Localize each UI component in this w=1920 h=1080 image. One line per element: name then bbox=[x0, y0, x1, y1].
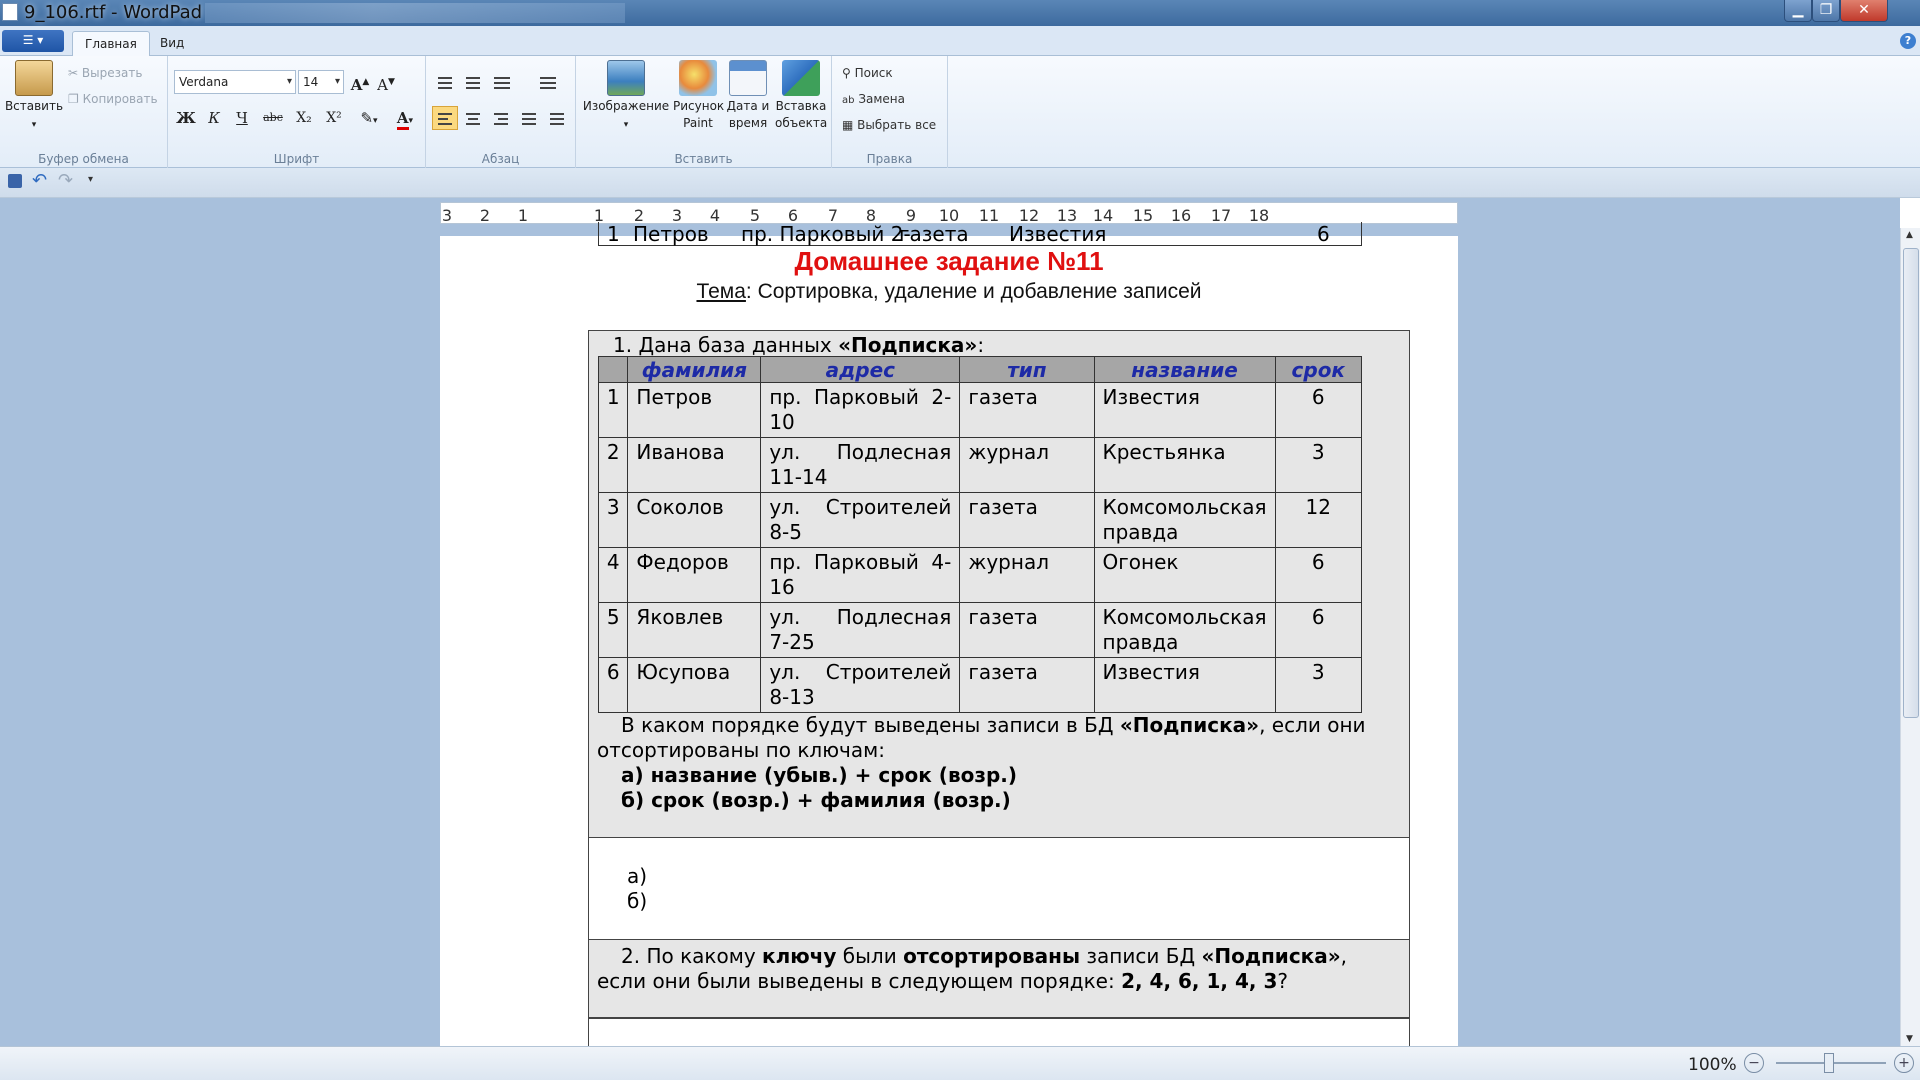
scrollbar-thumb[interactable] bbox=[1903, 248, 1919, 718]
select-all-button[interactable] bbox=[842, 118, 936, 132]
decrease-indent-icon[interactable] bbox=[432, 70, 458, 94]
edit-group-label: Правка bbox=[866, 152, 913, 166]
row-surname bbox=[628, 548, 761, 603]
cell-text: ул. Подлесная bbox=[769, 605, 952, 629]
ruler-label: 15 bbox=[1132, 206, 1154, 225]
cell-text: Яковлев bbox=[636, 605, 724, 629]
row-number bbox=[599, 548, 628, 603]
zoom-slider-handle[interactable] bbox=[1824, 1053, 1834, 1073]
q1-text-line-2: отсортированы по ключам: bbox=[597, 738, 885, 762]
q2-part-1: 2. По какому bbox=[621, 944, 763, 968]
row-type bbox=[960, 658, 1094, 713]
cell-text: 11-14 bbox=[769, 465, 828, 489]
row-surname bbox=[628, 493, 761, 548]
row-surname bbox=[628, 603, 761, 658]
table-row bbox=[599, 658, 1362, 713]
cell-text: Известия bbox=[1102, 385, 1200, 409]
row-title bbox=[1094, 548, 1275, 603]
table-row bbox=[599, 603, 1362, 658]
insert-object-button[interactable] bbox=[774, 60, 828, 132]
ruler-label: 16 bbox=[1170, 206, 1192, 225]
close-button[interactable]: ✕ bbox=[1840, 0, 1888, 22]
zoom-in-icon[interactable]: + bbox=[1894, 1053, 1914, 1073]
cell-text: Федоров bbox=[636, 550, 729, 574]
paint-drawing-label: Рисунок Paint bbox=[673, 99, 725, 130]
cell-text: 2 bbox=[606, 440, 620, 464]
row-term bbox=[1275, 548, 1361, 603]
minimize-button[interactable]: ▁ bbox=[1784, 0, 1812, 22]
ruler-label: 10 bbox=[938, 206, 960, 225]
cut-label: Вырезать bbox=[81, 66, 143, 80]
ruler-label: 1 bbox=[593, 206, 605, 225]
help-icon[interactable]: ? bbox=[1900, 33, 1916, 49]
prev-row-term: 6 bbox=[1317, 222, 1330, 246]
ruler-label: 12 bbox=[1018, 206, 1040, 225]
clipboard-group bbox=[0, 56, 168, 168]
previous-row-fragment bbox=[588, 222, 1410, 246]
ruler-label: 2 bbox=[633, 206, 645, 225]
ruler-label: 13 bbox=[1056, 206, 1078, 225]
row-type bbox=[960, 383, 1094, 438]
q1-text-c: , если они bbox=[1259, 713, 1366, 737]
save-icon[interactable] bbox=[8, 174, 22, 188]
bold-button[interactable]: Ж bbox=[176, 109, 196, 127]
cell-text: газета bbox=[968, 385, 1038, 409]
paste-button[interactable]: Вставить ▾ bbox=[4, 60, 64, 134]
zoom-level: 100% bbox=[1688, 1055, 1737, 1075]
row-term bbox=[1275, 383, 1361, 438]
header-type: тип bbox=[960, 357, 1094, 383]
cell-text: пр. Парковый 2- bbox=[769, 385, 952, 409]
cut-button[interactable] bbox=[68, 66, 142, 80]
ribbon bbox=[0, 56, 1920, 168]
cell-text: Известия bbox=[1102, 660, 1200, 684]
ruler-label: 2 bbox=[479, 206, 491, 225]
datetime-button[interactable] bbox=[724, 60, 772, 132]
align-center-button[interactable] bbox=[460, 106, 486, 130]
prev-row-type: газета bbox=[899, 222, 969, 246]
table-header-row bbox=[599, 357, 1362, 383]
zoom-out-icon[interactable]: − bbox=[1744, 1053, 1764, 1073]
cell-text: 8-13 bbox=[769, 685, 815, 709]
horizontal-ruler[interactable] bbox=[440, 202, 1458, 224]
row-address bbox=[761, 548, 960, 603]
cell-text: 7-25 bbox=[769, 630, 815, 654]
replace-button[interactable] bbox=[842, 92, 905, 106]
paragraph-group bbox=[426, 56, 576, 168]
binoculars-icon: ⚲ bbox=[842, 66, 851, 80]
insert-group bbox=[576, 56, 832, 168]
row-number bbox=[599, 383, 628, 438]
q1-db-name: «Подписка» bbox=[838, 333, 978, 357]
find-label: Поиск bbox=[854, 66, 893, 80]
superscript-button[interactable]: X² bbox=[326, 110, 342, 126]
scroll-up-icon[interactable]: ▲ bbox=[1906, 230, 1913, 240]
ribbon-tab-bar bbox=[0, 26, 1920, 56]
cell-text: Соколов bbox=[636, 495, 724, 519]
topic-label: Тема bbox=[696, 280, 746, 303]
find-button[interactable] bbox=[842, 66, 893, 80]
line-spacing-icon[interactable] bbox=[534, 70, 568, 94]
row-surname bbox=[628, 438, 761, 493]
app-menu-button[interactable]: ☰ ▾ bbox=[2, 30, 64, 52]
prev-row-surname: Петров bbox=[633, 222, 709, 246]
row-number bbox=[599, 438, 628, 493]
redo-icon[interactable]: ↷ bbox=[58, 170, 74, 191]
font-group bbox=[168, 56, 426, 168]
q2-order-values: 2, 4, 6, 1, 4, 3 bbox=[1121, 969, 1278, 993]
cell-text: 8-5 bbox=[769, 520, 802, 544]
question-1-text bbox=[597, 713, 1403, 813]
font-group-label: Шрифт bbox=[273, 152, 320, 166]
tab-view[interactable]: Вид bbox=[160, 36, 185, 50]
cell-text: газета bbox=[968, 605, 1038, 629]
q2-db-name: «Подписка» bbox=[1201, 944, 1341, 968]
copy-icon: ❐ bbox=[68, 92, 79, 106]
row-surname bbox=[628, 658, 761, 713]
font-color-icon[interactable]: A▾ bbox=[388, 106, 422, 130]
subscription-table bbox=[598, 356, 1362, 713]
maximize-button[interactable]: ❐ bbox=[1812, 0, 1840, 22]
increase-indent-icon[interactable] bbox=[460, 70, 486, 94]
document-title: Домашнее задание №11 bbox=[794, 246, 1104, 276]
row-address bbox=[761, 493, 960, 548]
header-term: срок bbox=[1275, 357, 1361, 383]
cell-text: газета bbox=[968, 495, 1038, 519]
cell-text: ул. Строителей bbox=[769, 660, 952, 684]
answer-a[interactable]: а) bbox=[627, 864, 648, 888]
replace-label: Замена bbox=[858, 92, 905, 106]
ruler-label: 18 bbox=[1248, 206, 1270, 225]
ruler-label: 9 bbox=[905, 206, 917, 225]
insert-object-label: Вставка объекта bbox=[775, 99, 828, 130]
table-row bbox=[599, 548, 1362, 603]
q2-part-3: записи БД bbox=[1080, 944, 1202, 968]
cell-text: пр. Парковый 4- bbox=[769, 550, 952, 574]
question-1-intro bbox=[613, 333, 984, 357]
image-icon bbox=[607, 60, 645, 96]
prev-row-name: Известия bbox=[1009, 222, 1107, 246]
cell-text: 10 bbox=[769, 410, 795, 434]
ruler-label: 17 bbox=[1210, 206, 1232, 225]
cell-text: Петров bbox=[636, 385, 713, 409]
vertical-scrollbar[interactable] bbox=[1900, 228, 1920, 1046]
paint-drawing-button[interactable] bbox=[672, 60, 724, 132]
cell-text: 16 bbox=[769, 575, 795, 599]
subscript-button[interactable]: X₂ bbox=[296, 110, 312, 126]
bullets-icon[interactable] bbox=[488, 70, 522, 94]
document-page[interactable] bbox=[440, 222, 1458, 1056]
row-title bbox=[1094, 493, 1275, 548]
cell-text: 3 bbox=[1311, 440, 1325, 464]
row-title bbox=[1094, 603, 1275, 658]
q1-option-a: а) название (убыв.) + срок (возр.) bbox=[621, 763, 1018, 787]
table-row bbox=[599, 493, 1362, 548]
row-address bbox=[761, 658, 960, 713]
row-surname bbox=[628, 383, 761, 438]
question-2-text bbox=[597, 944, 1403, 994]
italic-button[interactable]: К bbox=[208, 109, 220, 127]
cell-text: 12 bbox=[1305, 495, 1331, 519]
cell-text: Огонек bbox=[1102, 550, 1179, 574]
table-row bbox=[599, 383, 1362, 438]
cell-text: 3 bbox=[1311, 660, 1325, 684]
q1-text-a: В каком порядке будут выведены записи в БД bbox=[621, 713, 1120, 737]
quick-access-toolbar bbox=[0, 168, 1920, 198]
insert-image-label: Изображение bbox=[582, 99, 670, 113]
ruler-label: 14 bbox=[1092, 206, 1114, 225]
copy-button[interactable] bbox=[68, 92, 158, 106]
cell-text: ул. Подлесная bbox=[769, 440, 952, 464]
q2-part-2: были bbox=[836, 944, 904, 968]
paragraph-group-label: Абзац bbox=[481, 152, 520, 166]
row-number bbox=[599, 658, 628, 713]
clipboard-group-label: Буфер обмена bbox=[38, 152, 129, 166]
q1-text-line-1 bbox=[597, 713, 1403, 738]
cell-text: журнал bbox=[968, 550, 1049, 574]
select-all-icon: ▦ bbox=[842, 118, 854, 132]
answer-lines bbox=[627, 864, 647, 914]
edit-group bbox=[832, 56, 948, 168]
prev-row-address: пр. Парковый 2- bbox=[741, 222, 911, 246]
header-surname: фамилия bbox=[628, 357, 761, 383]
q2-line-1 bbox=[597, 944, 1403, 969]
header-address: адрес bbox=[761, 357, 960, 383]
cell-text: 6 bbox=[1311, 385, 1325, 409]
insert-group-label: Вставить bbox=[674, 152, 733, 166]
document-topic bbox=[440, 280, 1458, 304]
paragraph-settings-icon[interactable] bbox=[544, 106, 570, 130]
document-workspace bbox=[0, 198, 1900, 1046]
row-type bbox=[960, 493, 1094, 548]
row-number bbox=[599, 603, 628, 658]
cell-text: 6 bbox=[606, 660, 620, 684]
q2-sorted: отсортированы bbox=[903, 944, 1081, 968]
ruler-label: 1 bbox=[517, 206, 529, 225]
q2-question-mark: ? bbox=[1277, 969, 1288, 993]
font-family-select[interactable]: Verdana ▾ bbox=[174, 70, 296, 94]
tab-home[interactable]: Главная bbox=[72, 31, 150, 56]
q2-comma: , bbox=[1340, 944, 1348, 968]
cell-text: правда bbox=[1102, 520, 1179, 544]
row-address bbox=[761, 383, 960, 438]
prev-row-num: 1 bbox=[607, 222, 620, 246]
row-address bbox=[761, 603, 960, 658]
row-title bbox=[1094, 658, 1275, 713]
row-type bbox=[960, 603, 1094, 658]
q1-intro-colon: : bbox=[977, 333, 985, 357]
ruler-label: 7 bbox=[827, 206, 839, 225]
row-type bbox=[960, 548, 1094, 603]
ruler-label: 6 bbox=[787, 206, 799, 225]
row-address bbox=[761, 438, 960, 493]
paste-label: Вставить bbox=[4, 99, 64, 113]
header-number bbox=[599, 357, 628, 383]
row-title bbox=[1094, 438, 1275, 493]
table-row bbox=[599, 438, 1362, 493]
replace-icon: ab bbox=[842, 95, 855, 106]
topic-text: : Сортировка, удаление и добавление записей bbox=[745, 280, 1202, 303]
clipboard-icon bbox=[15, 60, 53, 96]
cell-text: ул. Строителей bbox=[769, 495, 952, 519]
cell-text: 6 bbox=[1311, 605, 1325, 629]
ruler-label: 4 bbox=[709, 206, 721, 225]
q2-line-2 bbox=[597, 969, 1403, 994]
cell-text: правда bbox=[1102, 630, 1179, 654]
copy-label: Копировать bbox=[82, 92, 158, 106]
row-type bbox=[960, 438, 1094, 493]
cell-text: 1 bbox=[606, 385, 620, 409]
row-term bbox=[1275, 438, 1361, 493]
insert-image-button[interactable]: Изображение ▾ bbox=[580, 60, 672, 134]
ruler-label: 5 bbox=[749, 206, 761, 225]
highlight-icon[interactable]: ✎▾ bbox=[360, 109, 378, 127]
cell-text: журнал bbox=[968, 440, 1049, 464]
status-bar bbox=[0, 1046, 1920, 1080]
q2-order-text: если они были выведены в следующем порядке: bbox=[597, 969, 1122, 993]
undo-icon[interactable]: ↶ bbox=[32, 170, 48, 191]
cell-text: 6 bbox=[1311, 550, 1325, 574]
question-2-frame bbox=[588, 940, 1410, 1018]
cell-text: газета bbox=[968, 660, 1038, 684]
row-term bbox=[1275, 603, 1361, 658]
align-right-button[interactable] bbox=[488, 106, 514, 130]
select-all-label: Выбрать все bbox=[857, 118, 937, 132]
scroll-down-icon[interactable]: ▼ bbox=[1906, 1034, 1913, 1044]
cell-text: Комсомольская bbox=[1102, 605, 1267, 629]
cell-text: 4 bbox=[606, 550, 620, 574]
font-size-select[interactable]: 14 ▾ bbox=[298, 70, 344, 94]
ruler-label: 3 bbox=[441, 206, 453, 225]
answer-frame bbox=[588, 838, 1410, 940]
calendar-icon bbox=[729, 60, 767, 96]
q1-text-b: «Подписка» bbox=[1119, 713, 1260, 737]
title-bar bbox=[0, 0, 1920, 26]
window-title: 9_106.rtf - WordPad bbox=[24, 2, 203, 23]
cell-text: 5 bbox=[606, 605, 620, 629]
align-left-button[interactable] bbox=[432, 106, 458, 130]
taskbar-ghost-tabs bbox=[205, 3, 625, 23]
object-icon bbox=[782, 60, 820, 96]
ruler-label: 3 bbox=[671, 206, 683, 225]
cell-text: Юсупова bbox=[636, 660, 731, 684]
shrink-font-icon[interactable]: A▼ bbox=[377, 76, 395, 94]
ruler-label: 8 bbox=[865, 206, 877, 225]
ruler-label: 11 bbox=[978, 206, 1000, 225]
cell-text: Иванова bbox=[636, 440, 725, 464]
justify-button[interactable] bbox=[516, 106, 542, 130]
row-term bbox=[1275, 658, 1361, 713]
q1-option-b: б) срок (возр.) + фамилия (возр.) bbox=[621, 788, 1011, 812]
paint-palette-icon bbox=[679, 60, 717, 96]
answer-b[interactable]: б) bbox=[627, 889, 648, 913]
customize-toolbar-icon[interactable]: ▾ bbox=[88, 174, 94, 185]
wordpad-app-icon bbox=[2, 3, 18, 21]
cell-text: Крестьянка bbox=[1102, 440, 1226, 464]
row-term bbox=[1275, 493, 1361, 548]
q1-intro-text: 1. Дана база данных bbox=[613, 333, 839, 357]
header-title: название bbox=[1094, 357, 1275, 383]
scissors-icon: ✂ bbox=[68, 66, 79, 80]
q2-key: ключу bbox=[762, 944, 837, 968]
row-title bbox=[1094, 383, 1275, 438]
underline-button[interactable]: Ч bbox=[236, 109, 248, 127]
strikethrough-button[interactable]: abc bbox=[263, 111, 283, 124]
row-number bbox=[599, 493, 628, 548]
cell-text: Комсомольская bbox=[1102, 495, 1267, 519]
grow-font-icon[interactable]: A▲ bbox=[350, 76, 370, 94]
datetime-label: Дата и время bbox=[726, 99, 770, 130]
cell-text: 3 bbox=[606, 495, 620, 519]
